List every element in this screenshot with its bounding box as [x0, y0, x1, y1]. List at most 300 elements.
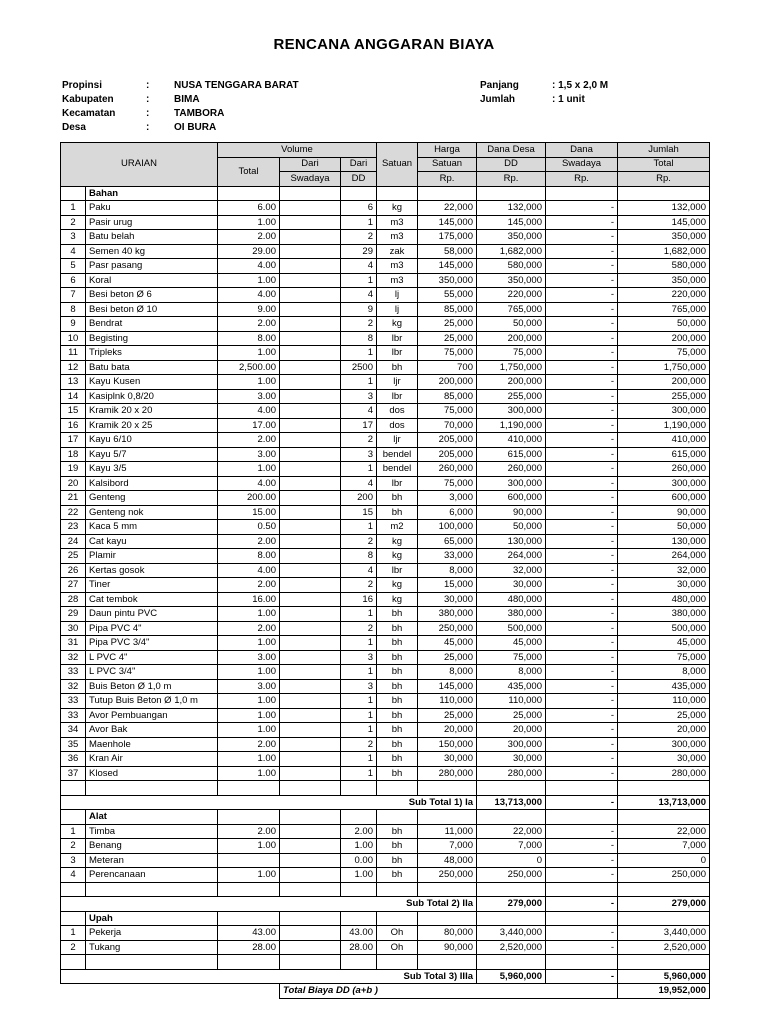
row-vol-swadaya [280, 317, 341, 332]
row-dana-swadaya: - [546, 317, 618, 332]
row-dana-desa: 350,000 [477, 273, 546, 288]
header-dana-desa-2: DD [477, 157, 546, 172]
row-satuan: bh [377, 679, 418, 694]
info-row-jumlah [480, 93, 608, 107]
row-harga: 11,000 [418, 824, 477, 839]
row-uraian: Batu bata [86, 360, 218, 375]
row-vol-total: 3.00 [218, 447, 280, 462]
row-harga: 145,000 [418, 215, 477, 230]
row-vol-total: 1.00 [218, 375, 280, 390]
row-jumlah: 480,000 [618, 592, 710, 607]
row-vol-total: 6.00 [218, 201, 280, 216]
row-satuan: bh [377, 621, 418, 636]
row-dana-swadaya: - [546, 534, 618, 549]
row-uraian: Kaca 5 mm [86, 520, 218, 535]
row-uraian: Plamir [86, 549, 218, 564]
row-dana-swadaya: - [546, 433, 618, 448]
row-uraian: Kayu Kusen [86, 375, 218, 390]
row-vol-dd: 2 [341, 534, 377, 549]
row-no: 14 [61, 389, 86, 404]
row-harga: 700 [418, 360, 477, 375]
table-row [61, 940, 710, 955]
subtotal-dana-desa: 279,000 [477, 897, 546, 912]
row-no: 31 [61, 636, 86, 651]
table-row [61, 346, 710, 361]
empty-cell [418, 781, 477, 796]
row-jumlah: 75,000 [618, 346, 710, 361]
table-row [61, 331, 710, 346]
row-harga: 85,000 [418, 389, 477, 404]
row-satuan: m2 [377, 520, 418, 535]
subtotal-jumlah: 279,000 [618, 897, 710, 912]
table-row [61, 839, 710, 854]
row-dana-desa: 300,000 [477, 737, 546, 752]
row-no: 37 [61, 766, 86, 781]
header-harga-3: Rp. [418, 172, 477, 187]
info-row-propinsi [62, 79, 299, 93]
row-dana-swadaya: - [546, 839, 618, 854]
row-dana-swadaya: - [546, 853, 618, 868]
row-dana-swadaya: - [546, 621, 618, 636]
empty-cell [477, 186, 546, 201]
row-jumlah: 90,000 [618, 505, 710, 520]
row-vol-dd: 1.00 [341, 839, 377, 854]
row-dana-desa: 110,000 [477, 694, 546, 709]
info-row-panjang [480, 79, 608, 93]
table-row [61, 621, 710, 636]
header-dana-swadaya-2: Swadaya [546, 157, 618, 172]
row-vol-swadaya [280, 607, 341, 622]
empty-cell [218, 882, 280, 897]
table-row [61, 926, 710, 941]
row-vol-dd: 1 [341, 723, 377, 738]
row-harga: 48,000 [418, 853, 477, 868]
row-harga: 30,000 [418, 752, 477, 767]
section-title-row [61, 186, 710, 201]
row-vol-total: 1.00 [218, 723, 280, 738]
row-uraian: Kasiplnk 0,8/20 [86, 389, 218, 404]
row-vol-dd: 2500 [341, 360, 377, 375]
row-vol-total: 9.00 [218, 302, 280, 317]
header-harga-2: Satuan [418, 157, 477, 172]
empty-cell [477, 955, 546, 970]
row-uraian: Cat tembok [86, 592, 218, 607]
row-dana-desa: 8,000 [477, 665, 546, 680]
empty-cell [280, 911, 341, 926]
row-jumlah: 1,750,000 [618, 360, 710, 375]
row-no: 3 [61, 853, 86, 868]
row-no: 32 [61, 650, 86, 665]
row-vol-swadaya [280, 302, 341, 317]
row-vol-dd: 8 [341, 331, 377, 346]
empty-cell [280, 882, 341, 897]
row-satuan: lbr [377, 331, 418, 346]
row-vol-dd: 3 [341, 389, 377, 404]
table-row [61, 476, 710, 491]
info-value: OI BURA [174, 122, 217, 133]
row-vol-dd: 1 [341, 665, 377, 680]
row-vol-dd: 4 [341, 288, 377, 303]
row-vol-swadaya [280, 839, 341, 854]
row-jumlah: 350,000 [618, 273, 710, 288]
row-no: 4 [61, 868, 86, 883]
row-vol-total: 1.00 [218, 273, 280, 288]
spacer-row [61, 781, 710, 796]
row-vol-total: 1.00 [218, 752, 280, 767]
row-dana-desa: 1,682,000 [477, 244, 546, 259]
row-vol-dd: 1 [341, 462, 377, 477]
row-no: 19 [61, 462, 86, 477]
row-uraian: Kramik 20 x 25 [86, 418, 218, 433]
info-sep: : [146, 80, 150, 91]
row-harga: 65,000 [418, 534, 477, 549]
empty-cell [618, 882, 710, 897]
table-row [61, 766, 710, 781]
row-jumlah: 145,000 [618, 215, 710, 230]
row-dana-desa: 300,000 [477, 476, 546, 491]
row-dana-swadaya: - [546, 505, 618, 520]
table-row [61, 534, 710, 549]
row-harga: 75,000 [418, 476, 477, 491]
table-row [61, 215, 710, 230]
row-jumlah: 300,000 [618, 476, 710, 491]
row-uraian: Semen 40 kg [86, 244, 218, 259]
row-dana-desa: 22,000 [477, 824, 546, 839]
row-vol-swadaya [280, 926, 341, 941]
info-label: Kabupaten [62, 94, 114, 105]
info-row-desa [62, 121, 299, 135]
row-dana-swadaya: - [546, 288, 618, 303]
row-vol-dd: 1 [341, 346, 377, 361]
row-harga: 25,000 [418, 650, 477, 665]
row-uraian: Buis Beton Ø 1,0 m [86, 679, 218, 694]
row-satuan: lj [377, 302, 418, 317]
row-satuan: m3 [377, 273, 418, 288]
table-row [61, 520, 710, 535]
table-row [61, 563, 710, 578]
row-satuan: dos [377, 404, 418, 419]
row-harga: 85,000 [418, 302, 477, 317]
row-dana-swadaya: - [546, 389, 618, 404]
table-row [61, 868, 710, 883]
row-no: 16 [61, 418, 86, 433]
row-harga: 7,000 [418, 839, 477, 854]
empty-cell [546, 810, 618, 825]
row-no: 8 [61, 302, 86, 317]
row-harga: 75,000 [418, 346, 477, 361]
row-vol-total: 0.50 [218, 520, 280, 535]
row-vol-dd: 1 [341, 752, 377, 767]
row-vol-dd: 15 [341, 505, 377, 520]
row-vol-dd: 200 [341, 491, 377, 506]
row-vol-swadaya [280, 694, 341, 709]
row-vol-swadaya [280, 462, 341, 477]
header-volume-total: Total [218, 157, 280, 186]
row-harga: 200,000 [418, 375, 477, 390]
row-vol-dd: 29 [341, 244, 377, 259]
row-satuan: bh [377, 360, 418, 375]
row-dana-desa: 45,000 [477, 636, 546, 651]
info-row-kecamatan [62, 107, 299, 121]
row-dana-desa: 250,000 [477, 868, 546, 883]
table-row [61, 694, 710, 709]
row-dana-desa: 264,000 [477, 549, 546, 564]
row-satuan: Oh [377, 926, 418, 941]
row-no: 21 [61, 491, 86, 506]
table-row [61, 244, 710, 259]
info-row-kabupaten [62, 93, 299, 107]
row-vol-swadaya [280, 621, 341, 636]
header-harga: Harga [418, 143, 477, 158]
row-uraian: Tukang [86, 940, 218, 955]
row-vol-swadaya [280, 868, 341, 883]
table-body [61, 186, 710, 998]
header-satuan: Satuan [377, 143, 418, 187]
row-vol-total: 8.00 [218, 331, 280, 346]
row-vol-swadaya [280, 346, 341, 361]
table-row [61, 737, 710, 752]
row-dana-desa: 1,190,000 [477, 418, 546, 433]
row-dana-swadaya: - [546, 462, 618, 477]
row-no: 7 [61, 288, 86, 303]
row-no: 3 [61, 230, 86, 245]
header-volume: Volume [218, 143, 377, 158]
row-uraian: Begisting [86, 331, 218, 346]
table-header [61, 143, 710, 187]
row-satuan: kg [377, 317, 418, 332]
table-row [61, 679, 710, 694]
info-sep: : [146, 122, 150, 133]
row-vol-total: 17.00 [218, 418, 280, 433]
row-dana-desa: 580,000 [477, 259, 546, 274]
row-vol-total: 2.00 [218, 433, 280, 448]
row-vol-swadaya [280, 534, 341, 549]
row-satuan: zak [377, 244, 418, 259]
row-satuan: lbr [377, 389, 418, 404]
table-row [61, 230, 710, 245]
row-harga: 8,000 [418, 563, 477, 578]
row-harga: 8,000 [418, 665, 477, 680]
empty-cell [61, 911, 86, 926]
empty-cell [377, 810, 418, 825]
row-vol-dd: 2 [341, 317, 377, 332]
header-dana-desa: Dana Desa [477, 143, 546, 158]
row-uraian: Tutup Buis Beton Ø 1,0 m [86, 694, 218, 709]
row-jumlah: 110,000 [618, 694, 710, 709]
row-dana-desa: 132,000 [477, 201, 546, 216]
row-uraian: Pipa PVC 4" [86, 621, 218, 636]
row-dana-swadaya: - [546, 752, 618, 767]
row-vol-swadaya [280, 447, 341, 462]
row-harga: 55,000 [418, 288, 477, 303]
row-vol-total: 16.00 [218, 592, 280, 607]
row-dana-swadaya: - [546, 331, 618, 346]
row-vol-dd: 3 [341, 679, 377, 694]
row-vol-swadaya [280, 766, 341, 781]
row-vol-swadaya [280, 389, 341, 404]
row-uraian: Klosed [86, 766, 218, 781]
table-row [61, 723, 710, 738]
row-dana-desa: 280,000 [477, 766, 546, 781]
row-harga: 80,000 [418, 926, 477, 941]
row-vol-dd: 8 [341, 549, 377, 564]
row-satuan: kg [377, 578, 418, 593]
row-vol-swadaya [280, 215, 341, 230]
row-uraian: Daun pintu PVC [86, 607, 218, 622]
row-dana-desa: 615,000 [477, 447, 546, 462]
row-no: 2 [61, 215, 86, 230]
subtotal-row [61, 969, 710, 984]
row-jumlah: 255,000 [618, 389, 710, 404]
row-no: 11 [61, 346, 86, 361]
row-jumlah: 75,000 [618, 650, 710, 665]
table-row [61, 433, 710, 448]
row-dana-swadaya: - [546, 824, 618, 839]
row-vol-dd: 1 [341, 375, 377, 390]
row-uraian: Benang [86, 839, 218, 854]
table-row [61, 447, 710, 462]
row-jumlah: 50,000 [618, 317, 710, 332]
row-uraian: Besi beton Ø 6 [86, 288, 218, 303]
row-uraian: Kalsibord [86, 476, 218, 491]
table-row [61, 273, 710, 288]
empty-cell [418, 186, 477, 201]
row-uraian: Batu belah [86, 230, 218, 245]
row-uraian: Pasir urug [86, 215, 218, 230]
row-vol-swadaya [280, 592, 341, 607]
row-satuan: bh [377, 853, 418, 868]
empty-cell [418, 882, 477, 897]
row-uraian: Kayu 6/10 [86, 433, 218, 448]
row-vol-swadaya [280, 491, 341, 506]
row-dana-desa: 75,000 [477, 346, 546, 361]
empty-cell [218, 955, 280, 970]
table-row [61, 375, 710, 390]
empty-cell [341, 911, 377, 926]
row-uraian: Kayu 5/7 [86, 447, 218, 462]
info-sep: : [146, 94, 150, 105]
page-title: RENCANA ANGGARAN BIAYA [273, 36, 495, 53]
row-vol-dd: 4 [341, 259, 377, 274]
row-no: 2 [61, 940, 86, 955]
row-no: 33 [61, 708, 86, 723]
header-jumlah: Jumlah [618, 143, 710, 158]
row-vol-total: 1.00 [218, 636, 280, 651]
row-jumlah: 300,000 [618, 737, 710, 752]
subtotal-row [61, 897, 710, 912]
info-value: BIMA [174, 94, 200, 105]
empty-cell [418, 810, 477, 825]
row-uraian: Timba [86, 824, 218, 839]
row-vol-dd: 43.00 [341, 926, 377, 941]
empty-cell [341, 186, 377, 201]
row-no: 12 [61, 360, 86, 375]
table-row [61, 288, 710, 303]
row-satuan: bendel [377, 462, 418, 477]
row-dana-swadaya: - [546, 723, 618, 738]
row-vol-swadaya [280, 230, 341, 245]
row-dana-swadaya: - [546, 549, 618, 564]
info-value: NUSA TENGGARA BARAT [174, 80, 299, 91]
row-vol-total: 1.00 [218, 694, 280, 709]
row-dana-desa: 500,000 [477, 621, 546, 636]
row-dana-swadaya: - [546, 215, 618, 230]
subtotal-dana-desa: 13,713,000 [477, 795, 546, 810]
row-harga: 30,000 [418, 592, 477, 607]
empty-cell [61, 810, 86, 825]
row-dana-desa: 30,000 [477, 578, 546, 593]
info-label: Jumlah [480, 94, 516, 105]
row-dana-swadaya: - [546, 302, 618, 317]
row-harga: 3,000 [418, 491, 477, 506]
row-vol-total: 29.00 [218, 244, 280, 259]
grand-total-row [61, 984, 710, 999]
table-row [61, 549, 710, 564]
row-dana-swadaya: - [546, 563, 618, 578]
row-dana-desa: 600,000 [477, 491, 546, 506]
row-satuan: lbr [377, 563, 418, 578]
grand-total-label: Total Biaya DD (a+b ) [280, 984, 618, 999]
empty-cell [280, 186, 341, 201]
subtotal-dana-desa: 5,960,000 [477, 969, 546, 984]
info-value: : 1 unit [552, 94, 585, 105]
row-vol-total: 3.00 [218, 389, 280, 404]
table-row [61, 752, 710, 767]
row-uraian: Kertas gosok [86, 563, 218, 578]
row-vol-dd: 2 [341, 737, 377, 752]
row-vol-swadaya [280, 244, 341, 259]
row-harga: 20,000 [418, 723, 477, 738]
row-vol-dd: 16 [341, 592, 377, 607]
row-harga: 350,000 [418, 273, 477, 288]
row-uraian: Kran Air [86, 752, 218, 767]
row-dana-swadaya: - [546, 708, 618, 723]
row-jumlah: 200,000 [618, 375, 710, 390]
row-no: 28 [61, 592, 86, 607]
table-row [61, 201, 710, 216]
row-jumlah: 200,000 [618, 331, 710, 346]
row-jumlah: 580,000 [618, 259, 710, 274]
row-satuan: ljr [377, 433, 418, 448]
row-vol-swadaya [280, 505, 341, 520]
subtotal-dana-swadaya: - [546, 897, 618, 912]
row-vol-dd: 4 [341, 476, 377, 491]
row-vol-dd: 1 [341, 607, 377, 622]
row-uraian: Pasr pasang [86, 259, 218, 274]
section-title-row [61, 810, 710, 825]
row-dana-swadaya: - [546, 404, 618, 419]
row-no: 29 [61, 607, 86, 622]
row-dana-swadaya: - [546, 926, 618, 941]
row-uraian: Pekerja [86, 926, 218, 941]
row-no: 9 [61, 317, 86, 332]
row-satuan: bh [377, 491, 418, 506]
project-info [480, 79, 608, 107]
row-uraian: L PVC 4" [86, 650, 218, 665]
row-satuan: bh [377, 636, 418, 651]
row-dana-swadaya: - [546, 273, 618, 288]
row-dana-swadaya: - [546, 607, 618, 622]
info-value: : 1,5 x 2,0 M [552, 80, 609, 91]
row-harga: 25,000 [418, 331, 477, 346]
row-uraian: Bendrat [86, 317, 218, 332]
row-dana-swadaya: - [546, 259, 618, 274]
row-dana-desa: 7,000 [477, 839, 546, 854]
row-dana-swadaya: - [546, 360, 618, 375]
row-satuan: bh [377, 839, 418, 854]
row-jumlah: 220,000 [618, 288, 710, 303]
subtotal-jumlah: 13,713,000 [618, 795, 710, 810]
